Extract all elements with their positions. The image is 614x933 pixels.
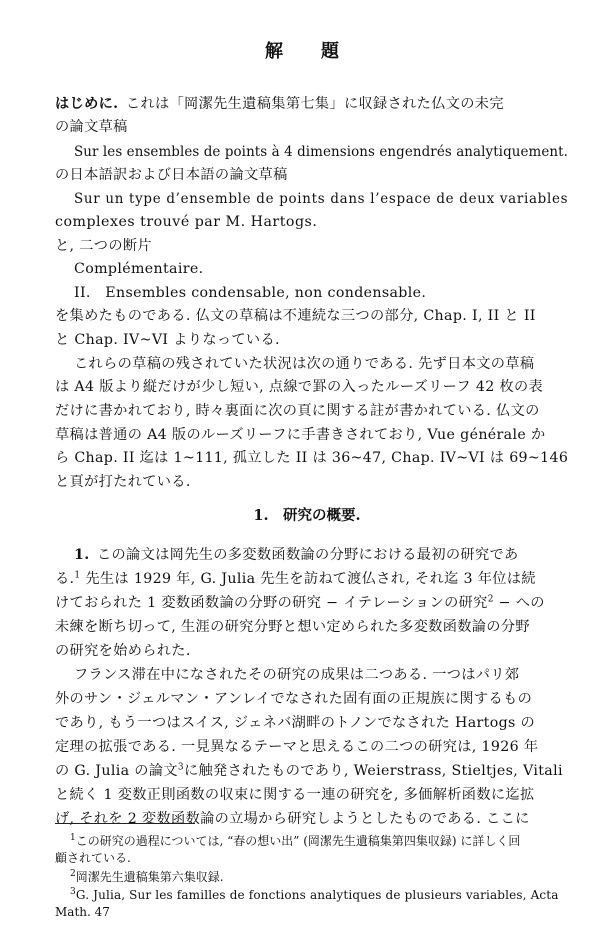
intro-line-6: complexes trouvé par M. Hartogs. xyxy=(55,214,318,230)
footnote-3 xyxy=(70,887,559,903)
footnote-ref-1: 1 xyxy=(74,570,81,581)
body-text: 先生は 1929 年, G. Julia 先生を訪ねて渡仏され, それ迄 3 年位は続 xyxy=(80,571,536,587)
body-line-2 xyxy=(55,569,536,589)
intro-line-16: ら Chap. II 迄は 1~111, 孤立した II は 36~47, Chap. IV~VI は 69~146 xyxy=(55,450,569,466)
body-line-9: 定理の拡張である. 一見異なるテーマと思えるこの二つの研究は, 1926 年 xyxy=(55,739,539,755)
body-text: の G. Julia の論文 xyxy=(55,763,178,779)
intro-line-4: の日本語訳および日本語の論文草稿 xyxy=(55,167,288,183)
intro-line-3: Sur les ensembles de points à 4 dimensions engendrés analytiquement. xyxy=(74,144,568,160)
intro-line-11: と Chap. IV~VI よりなっている. xyxy=(55,332,280,348)
body-line-10 xyxy=(55,761,563,781)
intro-line-14: だけに書かれており, 時々裏面に次の頁に関する註が書かれている. 仏文の xyxy=(55,403,540,419)
intro-line-12: これらの草稿の残されていた状況は次の通りである. 先ず日本文の草稿 xyxy=(74,356,535,372)
intro-line-2: の論文草稿 xyxy=(55,119,128,135)
body-line-1 xyxy=(74,545,519,565)
intro-line-8: Complémentaire. xyxy=(74,261,204,277)
intro-line-17: と頁が打たれている. xyxy=(55,474,191,490)
footnote-number: 1 xyxy=(70,833,76,843)
body-line-8: であり, もう一つはスイス, ジェネバ湖畔のトノンでなされた Hartogs の xyxy=(55,715,536,731)
body-text: − への xyxy=(493,595,545,611)
footnote-text: この研究の過程については, “春の想い出” (岡潔先生遺稿集第四集収録) に詳しく回 xyxy=(75,834,521,848)
footnote-text: G. Julia, Sur les familles de fonctions analytiques de plusieurs variables, Acta xyxy=(75,888,559,902)
footnote-rule xyxy=(55,823,195,824)
footnote-number: 2 xyxy=(70,869,76,879)
body-line-7: 外のサン・ジェルマン・アンレイでなされた固有面の正規族に関するもの xyxy=(55,691,533,707)
footnote-ref-2: 2 xyxy=(487,594,494,605)
intro-text: これは「岡潔先生遺稿集第七集」に収録された仏文の未完 xyxy=(125,96,504,112)
footnote-ref-3: 3 xyxy=(177,762,184,773)
body-text: に触発されたものであり, Weierstrass, Stieltjes, Vitali xyxy=(183,763,563,779)
body-line-12: げ, それを 2 変数函数論の立場から研究しようとしたものである. ここに xyxy=(55,811,530,827)
footnote-1 xyxy=(70,833,520,849)
body-text: る. xyxy=(55,571,75,587)
intro-line-7: と, 二つの断片 xyxy=(55,238,152,254)
intro-line-9: II. Ensembles condensable, non condensable. xyxy=(74,285,427,301)
intro-line-1 xyxy=(55,94,504,114)
intro-lead: はじめに. xyxy=(55,96,119,112)
body-line-11: と続く 1 変数正則函数の収束に関する一連の研究を, 多価解析函数に迄拡 xyxy=(55,787,535,803)
footnote-3-cont: Math. 47 xyxy=(55,905,110,919)
page-title: 解 題 xyxy=(265,41,349,62)
intro-line-5: Sur un type d’ensemble de points dans l’espace de deux variables xyxy=(74,191,569,207)
intro-line-15: 草稿は普通の A4 版のルーズリーフに手書きされており, Vue générale か xyxy=(55,427,546,443)
paragraph-number: 1. xyxy=(74,547,90,563)
body-text: この論文は岡先生の多変数函数論の分野における最初の研究であ xyxy=(96,547,519,563)
body-line-4: 未練を断ち切って, 生涯の研究分野と想い定められた多変数函数論の分野 xyxy=(55,619,530,635)
body-line-5: の研究を始められた. xyxy=(55,643,191,659)
footnote-number: 3 xyxy=(70,887,76,897)
section-heading: 1. 研究の概要. xyxy=(253,507,361,524)
intro-line-10: を集めたものである. 仏文の草稿は不連続な三つの部分, Chap. I, II と II xyxy=(55,308,536,324)
footnote-1-cont: 顧されている. xyxy=(55,851,131,865)
footnote-2 xyxy=(70,869,224,885)
body-line-3 xyxy=(55,593,545,613)
footnote-text: 岡潔先生遺稿集第六集収録. xyxy=(75,870,224,884)
intro-line-13: は A4 版より縦だけが少し短い, 点線で罫の入ったルーズリーフ 42 枚の表 xyxy=(55,379,544,395)
body-line-6: フランス滞在中になされたその研究の成果は二つある. 一つはパリ郊 xyxy=(74,667,520,683)
body-text: けておられた 1 変数函数論の分野の研究 − イテレーションの研究 xyxy=(55,595,488,611)
